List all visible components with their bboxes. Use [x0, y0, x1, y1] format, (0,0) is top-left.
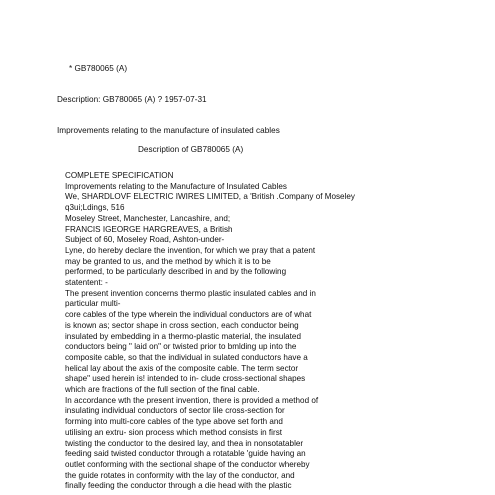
body-line: utilising an extru- sion process which method consists in first	[65, 427, 283, 437]
body-line: may be granted to us, and the method by which it is to be	[65, 256, 271, 266]
description-line: Description: GB780065 (A) ? 1957-07-31	[57, 95, 207, 104]
body-line: performed, to be particularly described in and by the following	[65, 267, 287, 277]
patent-number: * GB780065 (A)	[69, 64, 128, 73]
body-line: outlet conforming with the sectional shape of the conductor whereby	[65, 459, 310, 469]
body-line: q3ui;Ldings, 516	[65, 203, 125, 213]
body-line: feeding said twisted conductor through a rotatable 'guide having an	[65, 449, 306, 459]
body-line: insulated by embedding in a thermo-plastic material, the insulated	[65, 331, 301, 341]
body-line: forming into multi-core cables of the type above set forth and	[65, 417, 283, 427]
body-line: twisting the conductor to the desired lay, and thea in nonsotatabler	[65, 438, 304, 448]
document-title: Improvements relating to the manufacture of insulated cables	[57, 126, 280, 135]
body-line: conductors being " laid on" or twisted prior to bmlding up into the	[65, 342, 297, 352]
body-line: COMPLETE SPECIFICATION	[65, 171, 174, 180]
body-line: shape" used herein is! intended to in- clude cross-sectional shapes	[65, 374, 306, 384]
document-subtitle: Description of GB780065 (A)	[138, 145, 244, 154]
body-line: helical lay about the axis of the composite cable. The term sector	[65, 363, 299, 373]
body-line: finally feeding the conductor through a die head with the plastic	[65, 481, 292, 491]
body-line: is known as; sector shape in cross section, each conductor being	[65, 320, 299, 330]
body-line: core cables of the type wherein the individual conductors are of what	[65, 310, 312, 320]
body-line: The present invention concerns thermo plastic insulated cables and in	[65, 288, 316, 298]
body-line: the guide rotates in conformity with the lay of the conductor, and	[65, 470, 295, 480]
body-line: Lyne, do hereby declare the invention, for which we pray that a patent	[65, 245, 316, 255]
body-line: statentent: -	[65, 278, 108, 288]
body-line: FRANCIS IGEORGE HARGREAVES, a British	[65, 224, 233, 234]
body-line: insulating individual conductors of sector lile cross-section for	[65, 406, 285, 416]
body-line: Improvements relating to the Manufacture of Insulated Cables	[65, 181, 287, 191]
body-line: We, SHARDLOVF ELECTRIC IWIRES LIMITED, a 'British .Company of Moseley	[65, 192, 355, 202]
body-line: which are fractions of the full section of the final cable.	[65, 385, 260, 395]
body-line: Moseley Street, Manchester, Lancashire, and;	[65, 213, 231, 223]
body-line: In accordance wth the present invention, there is provided a method of	[65, 395, 319, 405]
body-line: composite cable, so that the individual in sulated conductors have a	[65, 352, 308, 362]
body-line: Subject of 60, Moseley Road, Ashton-under-	[65, 235, 225, 245]
body-line: particular multi-	[65, 299, 121, 309]
specification-body	[65, 171, 485, 492]
